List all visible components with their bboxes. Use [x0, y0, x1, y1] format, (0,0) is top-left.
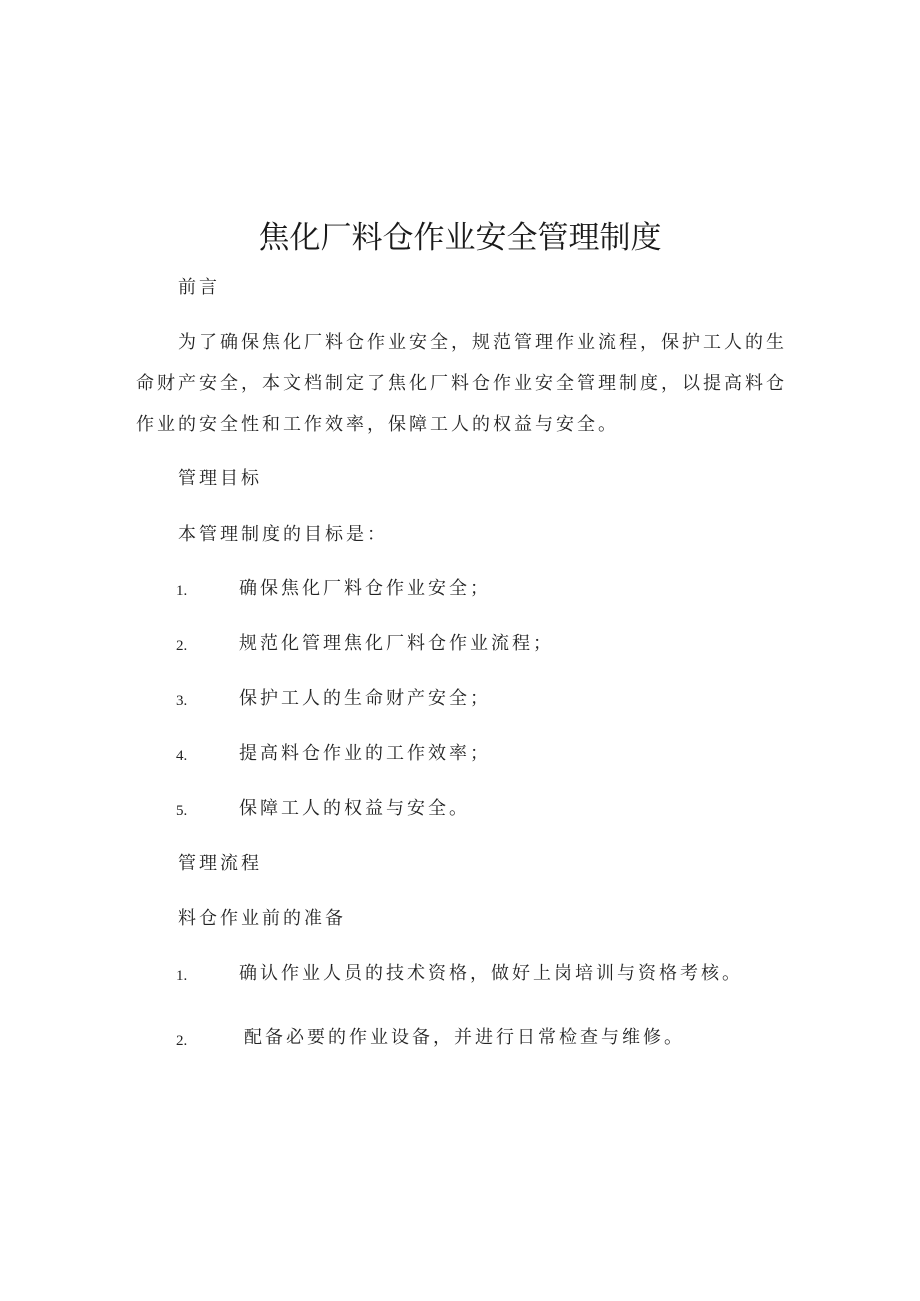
list-item-number: 3.: [176, 693, 188, 709]
goals-heading: 管理目标: [178, 468, 262, 489]
preface-paragraph-line-2: 命财产安全，本文档制定了焦化厂料仓作业安全管理制度，以提高料仓: [136, 373, 787, 394]
list-item-text: 配备必要的作业设备，并进行日常检查与维修。: [244, 1027, 685, 1048]
list-item-number: 1.: [176, 968, 188, 984]
list-item-number: 1.: [176, 583, 188, 599]
goals-intro: 本管理制度的目标是：: [178, 524, 388, 545]
preface-paragraph-line-1: 为了确保焦化厂料仓作业安全，规范管理作业流程，保护工人的生: [178, 332, 787, 353]
list-item-number: 2.: [176, 638, 188, 654]
list-item-text: 确保焦化厂料仓作业安全；: [239, 578, 491, 599]
process-heading: 管理流程: [178, 853, 262, 874]
list-item-text: 规范化管理焦化厂料仓作业流程；: [239, 633, 554, 654]
list-item-number: 4.: [176, 748, 188, 764]
preface-heading: 前言: [178, 277, 220, 298]
list-item-text: 保障工人的权益与安全。: [239, 798, 470, 819]
document-title: 焦化厂料仓作业安全管理制度: [258, 220, 662, 256]
process-subheading: 料仓作业前的准备: [178, 908, 346, 929]
list-item-text: 提高料仓作业的工作效率；: [239, 743, 491, 764]
preface-paragraph-line-3: 作业的安全性和工作效率，保障工人的权益与安全。: [136, 414, 619, 435]
list-item-text: 保护工人的生命财产安全；: [239, 688, 491, 709]
list-item-number: 5.: [176, 803, 188, 819]
list-item-text: 确认作业人员的技术资格，做好上岗培训与资格考核。: [239, 963, 743, 984]
list-item-number: 2.: [176, 1033, 188, 1049]
